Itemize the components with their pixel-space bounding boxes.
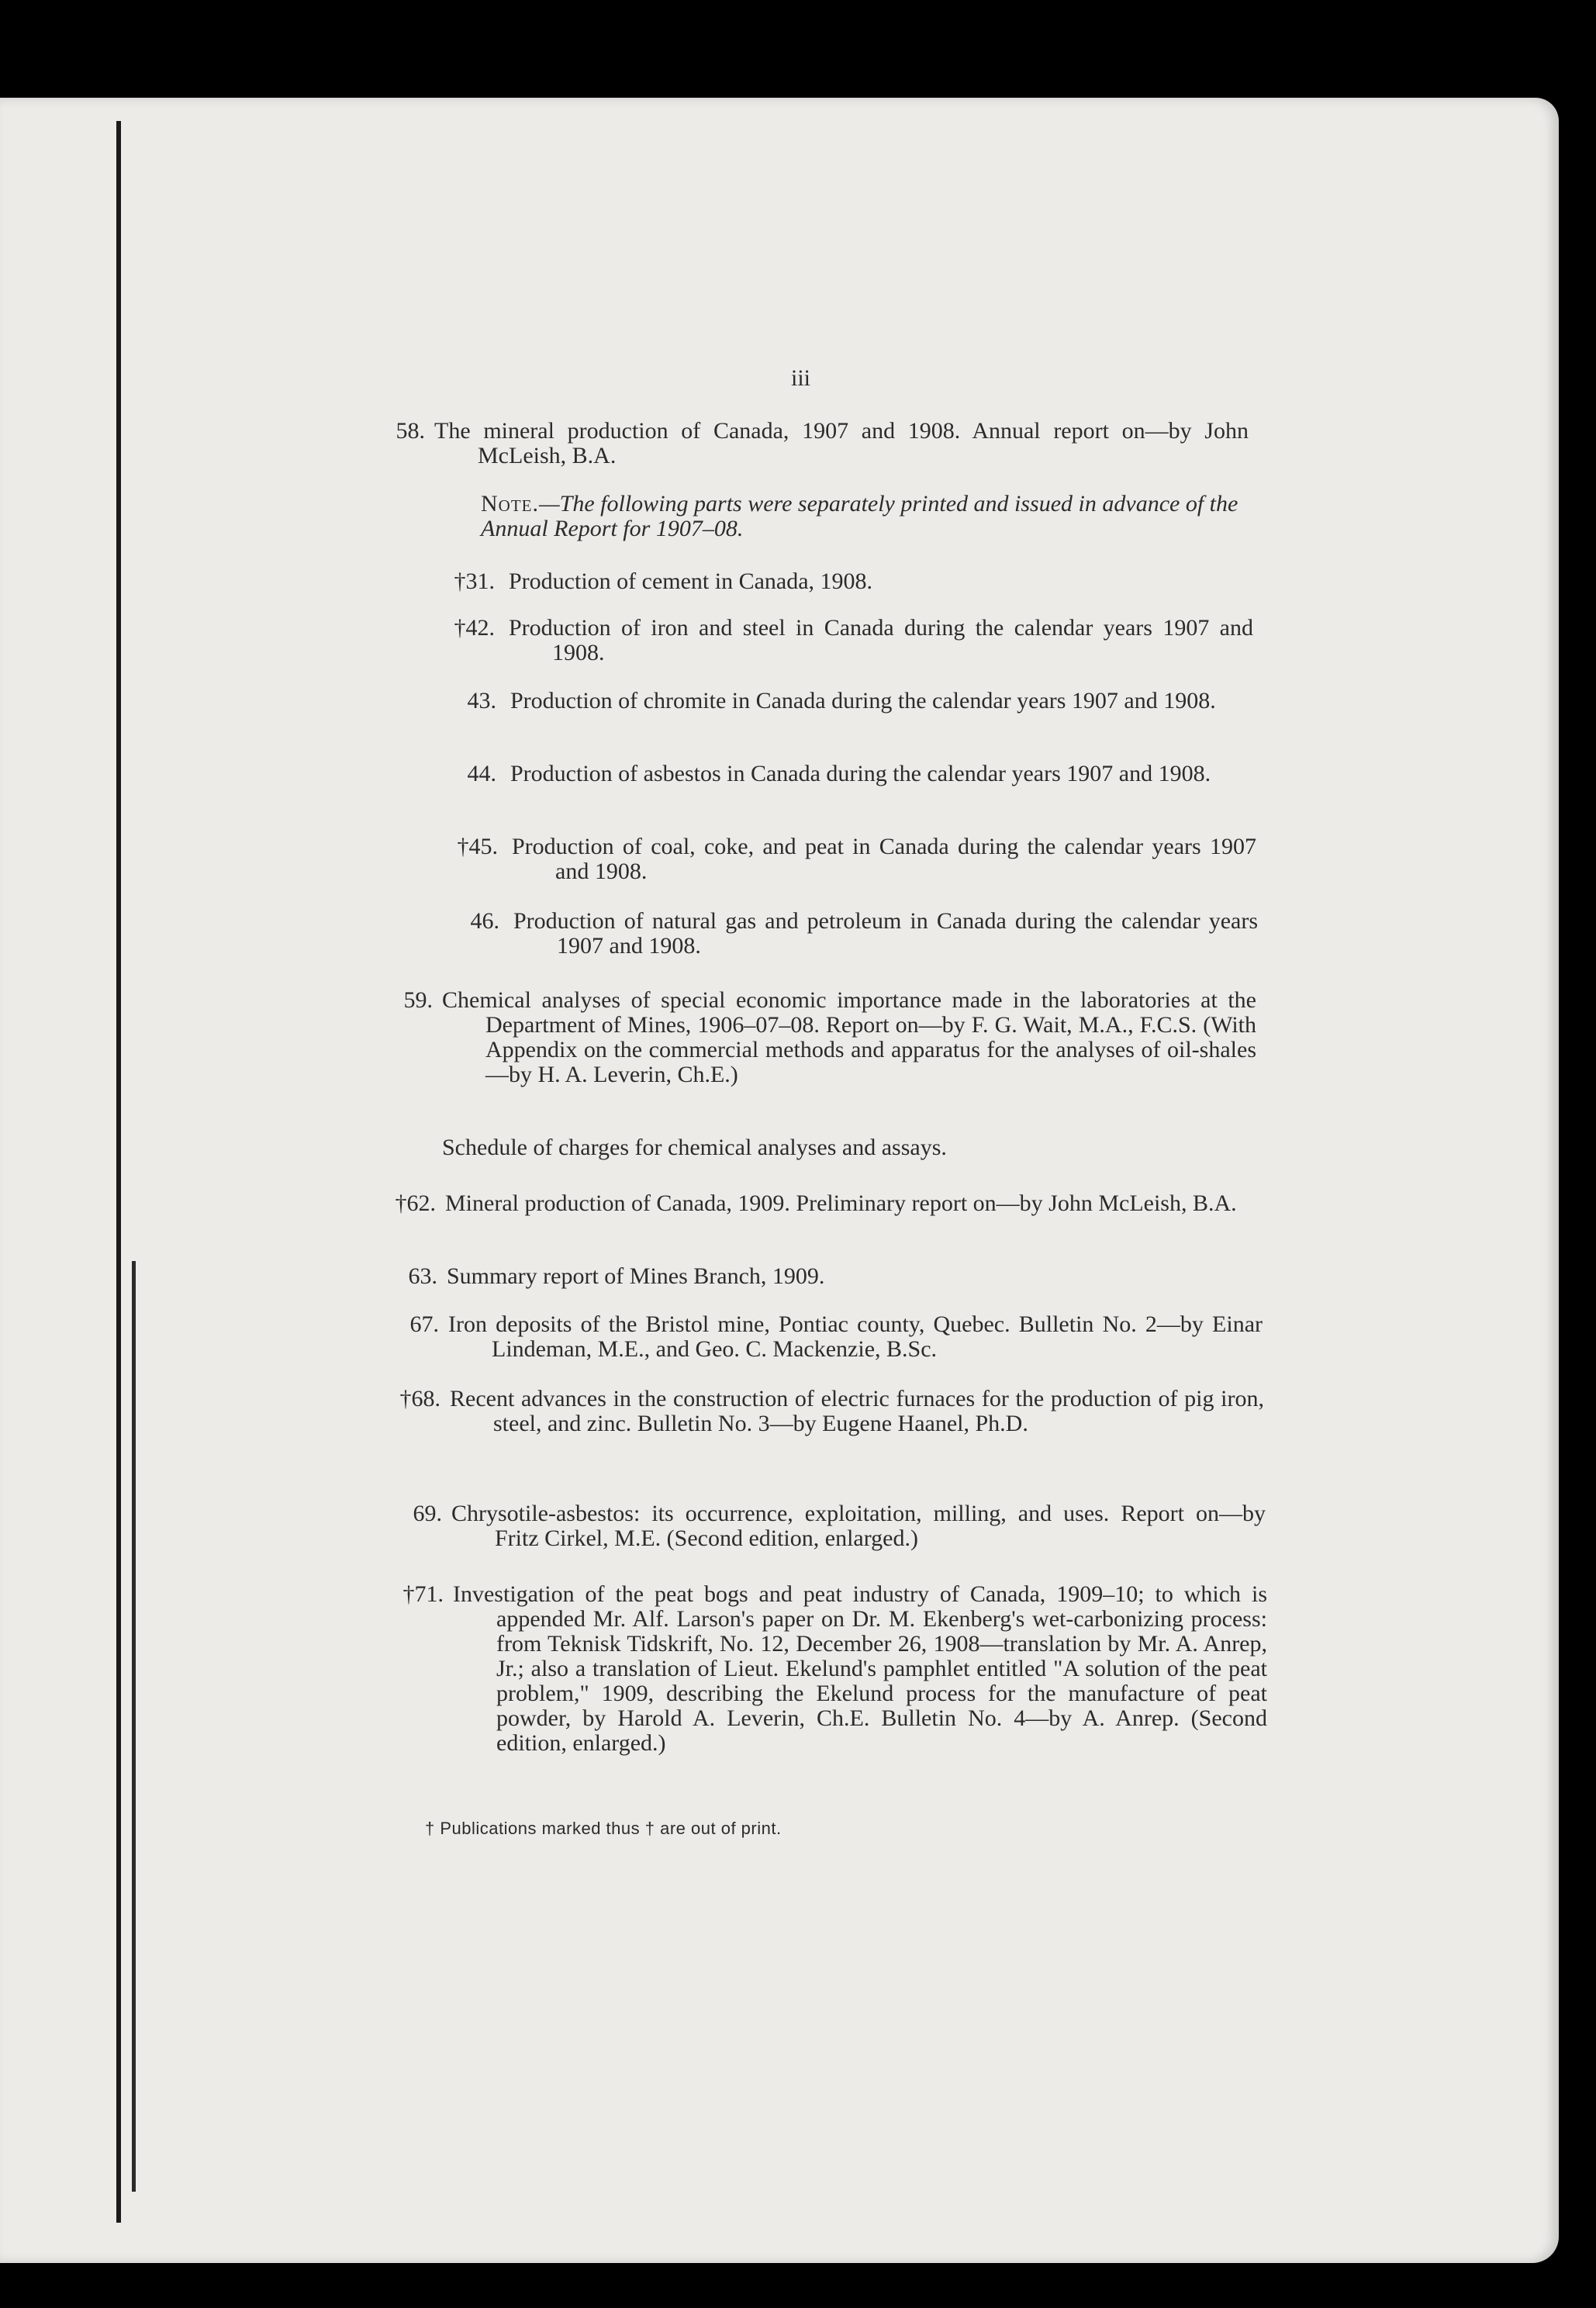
item-text: Summary report of Mines Branch, 1909.: [447, 1263, 825, 1289]
list-item: [408, 1263, 1261, 1289]
note-text: —The following parts were separately printed and issued in advance of the Annual Report for 1907–08.: [481, 491, 1238, 541]
item-text: Iron deposits of the Bristol mine, Pontiac county, Quebec. Bulletin No. 2—by Einar Lindeman, M.E., and Geo. C. Mackenzie, B.Sc.: [448, 1311, 1263, 1362]
item-text: Recent advances in the construction of electric furnaces for the production of pig iron, steel, and zinc. Bulletin No. 3—by Eugene Haanel, Ph.D.: [450, 1386, 1264, 1436]
item-text: Production of chromite in Canada during the calendar years 1907 and 1908.: [510, 688, 1216, 713]
item-number: 44.: [467, 761, 496, 786]
item-text: Production of natural gas and petroleum in Canada during the calendar years 1907 and 1908.: [513, 908, 1258, 959]
page-content: [0, 98, 1559, 2263]
list-item: [470, 908, 1258, 959]
list-item: [413, 1501, 1266, 1551]
item-text: Production of coal, coke, and peat in Canada during the calendar years 1907 and 1908.: [512, 834, 1256, 884]
item-text: Production of iron and steel in Canada during the calendar years 1907 and 1908.: [509, 615, 1253, 665]
item-text: Chrysotile-asbestos: its occurrence, exploitation, milling, and uses. Report on—by Fritz Cirkel, M.E. (Second edition, enlarged.): [451, 1501, 1266, 1551]
document-page: [0, 98, 1559, 2263]
item-text: Production of cement in Canada, 1908.: [509, 568, 873, 594]
note-label: Note.: [481, 491, 539, 517]
item-number: 67.: [409, 1311, 439, 1337]
item-number: 43.: [467, 688, 496, 713]
item-number: †68.: [399, 1386, 440, 1411]
list-item: [409, 1311, 1263, 1362]
item-number: †71.: [402, 1581, 444, 1607]
item-text: Chemical analyses of special economic importance made in the laboratories at the Department of Mines, 1906–07–08. Report on—by F. G. Wait, M.A., F.C.S. (With Appendix on the commercial methods and apparatus for the analyses of oil-shales—by H. A. Leverin, Ch.E.): [442, 987, 1256, 1087]
list-item: [403, 987, 1256, 1087]
item-number: †62.: [395, 1190, 436, 1216]
list-item: [396, 418, 1249, 468]
page-number: iii: [791, 365, 811, 391]
schedule-line: Schedule of charges for chemical analyses and assays.: [442, 1135, 947, 1160]
list-item: [454, 615, 1253, 665]
item-text: Investigation of the peat bogs and peat industry of Canada, 1909–10; to which is appended Mr. Alf. Larson's paper on Dr. M. Ekenberg's wet-carbonizing process: from Teknisk Tidskrift, No. 12, December 26, 1908—translation by Mr. A. Anrep, Jr.; also a translation of Lieut. Ekelund's pamphlet entitled "A solution of the peat problem," 1909, describing the Ekelund process for the manufacture of peat powder, by Harold A. Leverin, Ch.E. Bulletin No. 4—by A. Anrep. (Second edition, enlarged.): [453, 1581, 1267, 1756]
list-item: [467, 761, 1255, 786]
item-number: 69.: [413, 1501, 442, 1526]
item-number: 59.: [403, 987, 433, 1013]
list-item: [457, 834, 1256, 884]
item-number: 63.: [408, 1263, 437, 1289]
list-item: [395, 1190, 1259, 1216]
list-item: [467, 688, 1255, 713]
item-number: †31.: [454, 568, 495, 594]
note: [481, 492, 1249, 541]
list-item: [454, 568, 1253, 594]
item-number: 58.: [396, 418, 425, 444]
item-number: †45.: [457, 834, 498, 859]
item-text: Mineral production of Canada, 1909. Preliminary report on—by John McLeish, B.A.: [445, 1190, 1237, 1216]
item-text: Production of asbestos in Canada during the calendar years 1907 and 1908.: [510, 761, 1211, 786]
item-number: †42.: [454, 615, 495, 641]
list-item: [399, 1386, 1264, 1436]
item-text: The mineral production of Canada, 1907 and 1908. Annual report on—by John McLeish, B.A.: [434, 418, 1249, 468]
footnote: † Publications marked thus † are out of print.: [425, 1819, 782, 1838]
list-item: [402, 1581, 1267, 1756]
item-number: 46.: [470, 908, 499, 934]
